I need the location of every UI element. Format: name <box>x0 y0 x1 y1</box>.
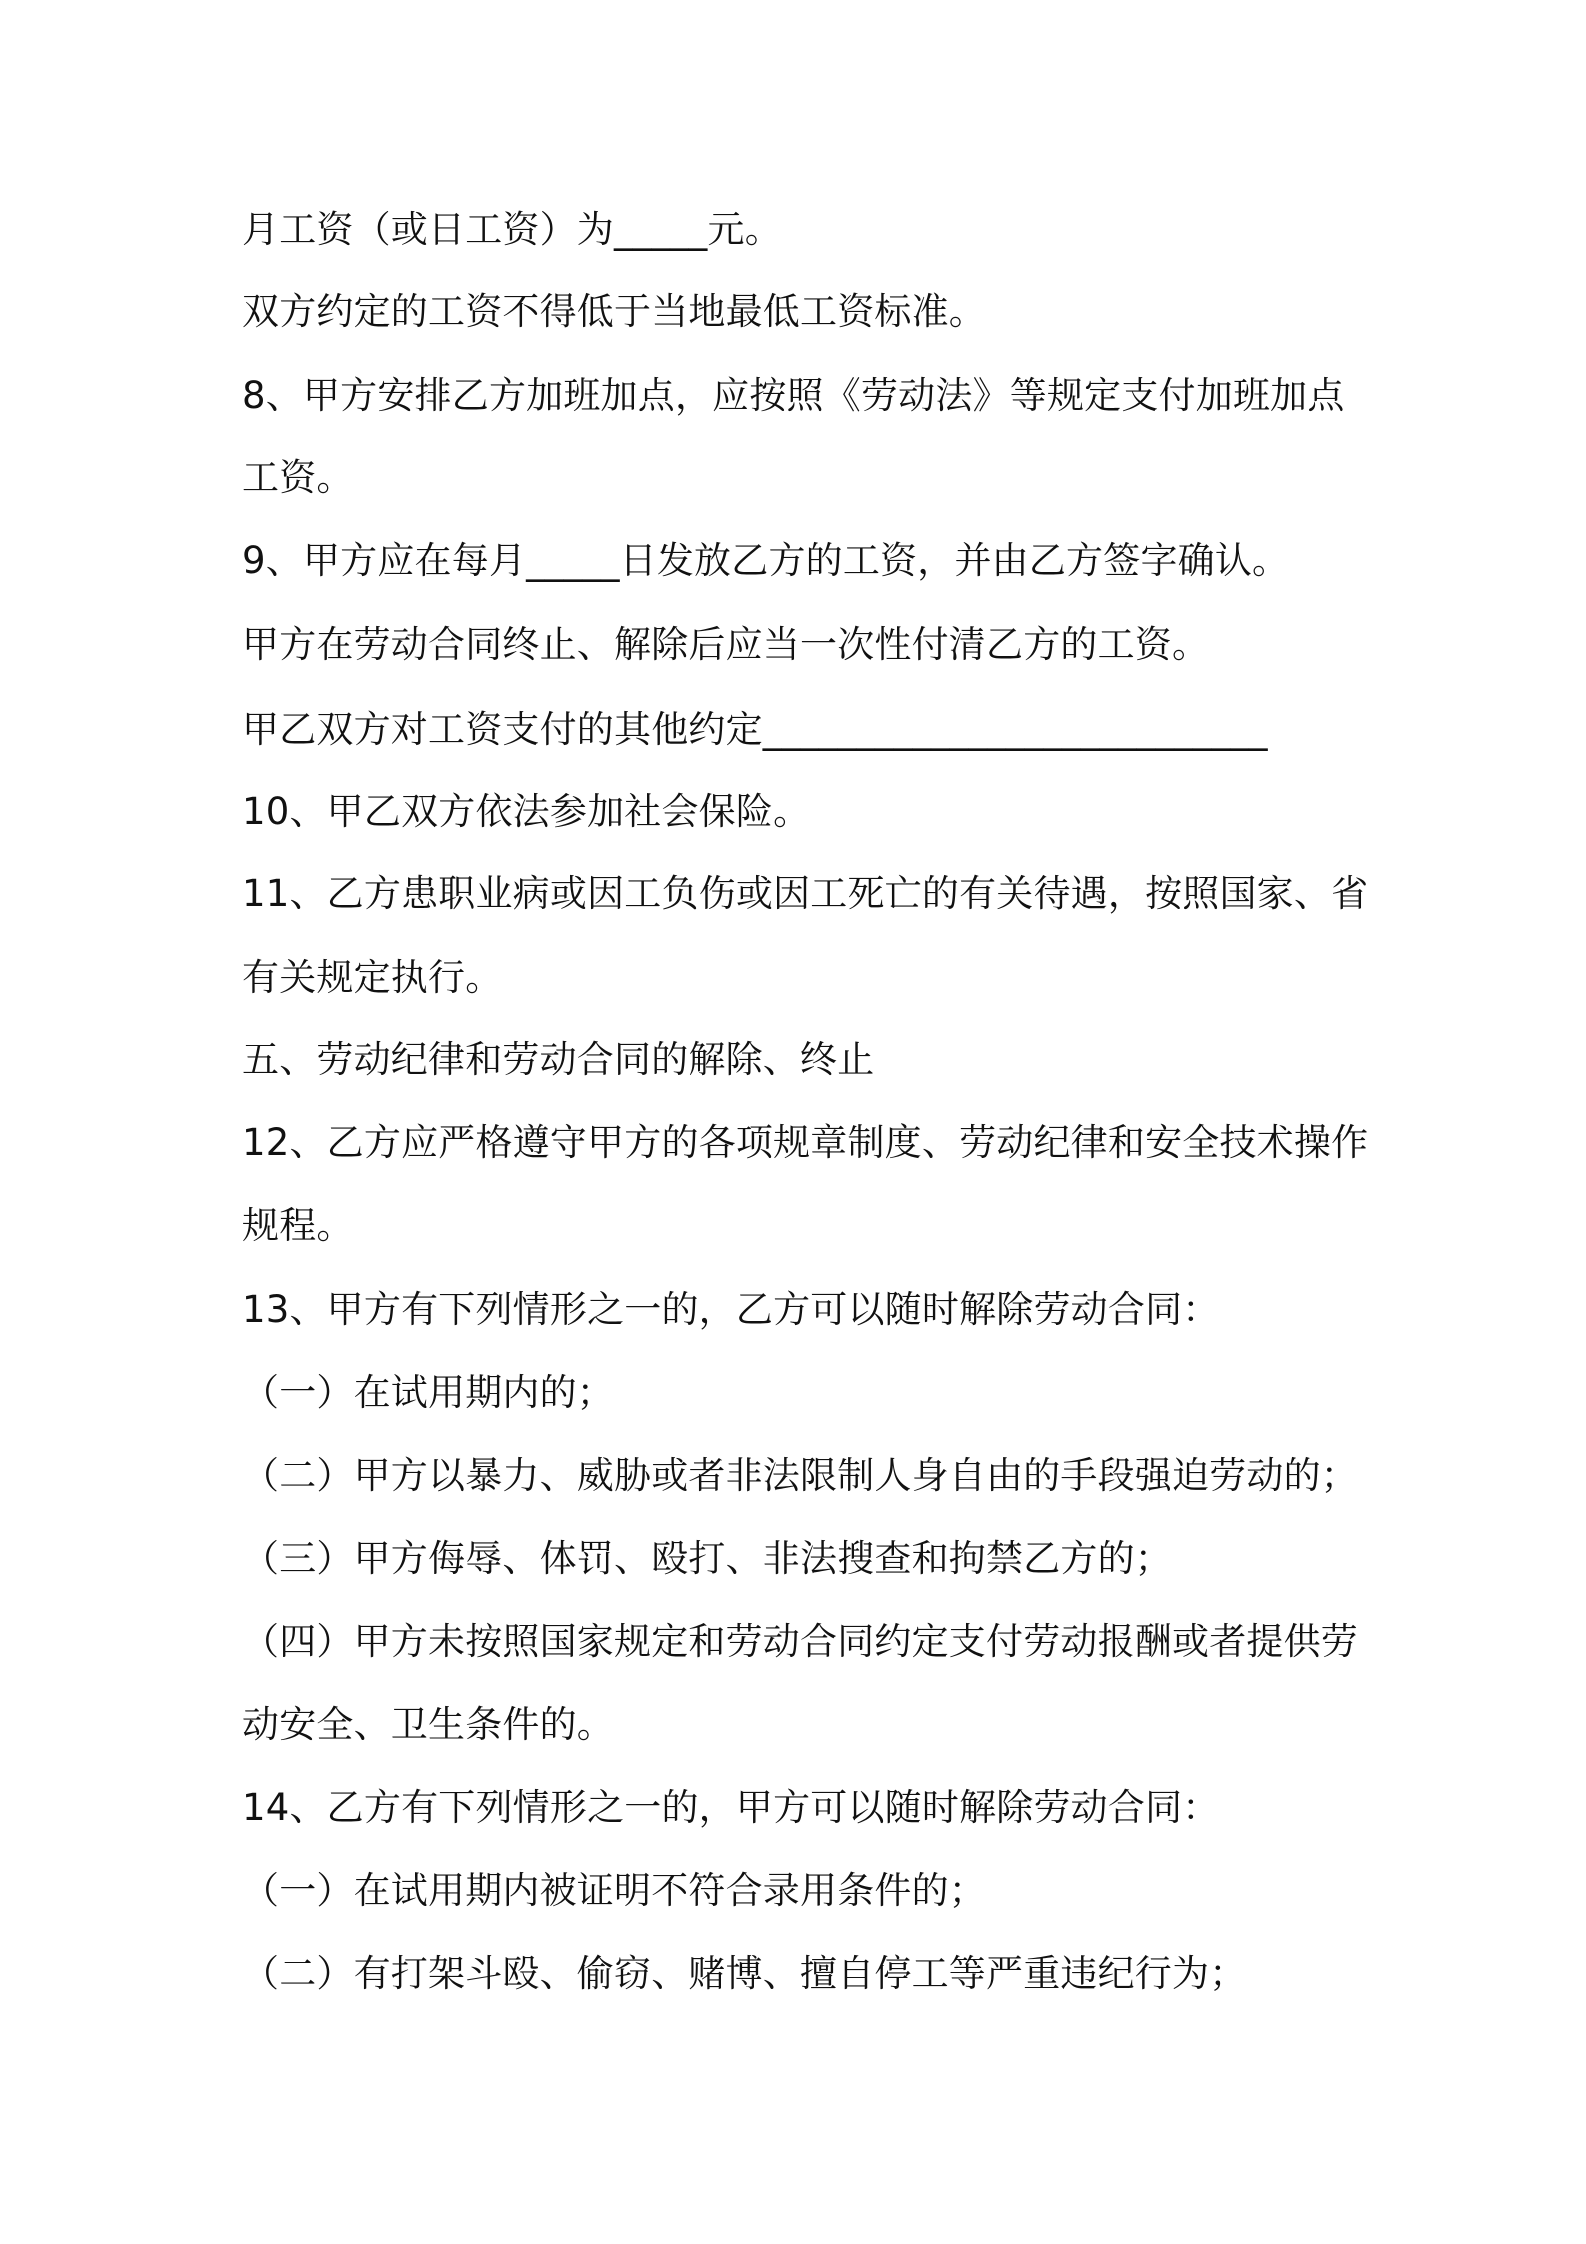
text-line-clause-13: 13、甲方有下列情形之一的，乙方可以随时解除劳动合同： <box>242 1288 1220 1331</box>
text-line-clause-13-item-4-cont: 动安全、卫生条件的。 <box>242 1703 614 1746</box>
text-line-clause-11-cont: 有关规定执行。 <box>242 956 503 999</box>
text-line-clause-14: 14、乙方有下列情形之一的，甲方可以随时解除劳动合同： <box>242 1786 1220 1829</box>
text-line-other-agreement: 甲乙双方对工资支付的其他约定___________________________ <box>242 708 1268 751</box>
text-line-final-wage: 甲方在劳动合同终止、解除后应当一次性付清乙方的工资。 <box>242 623 1210 666</box>
text-line-clause-9: 9、甲方应在每月_____日发放乙方的工资，并由乙方签字确认。 <box>242 539 1290 582</box>
text-line-wage-amount: 月工资（或日工资）为_____元。 <box>242 208 782 251</box>
text-line-clause-10: 10、甲乙双方依法参加社会保险。 <box>242 790 811 833</box>
text-line-clause-12: 12、乙方应严格遵守甲方的各项规章制度、劳动纪律和安全技术操作 <box>242 1121 1369 1164</box>
section-heading-five: 五、劳动纪律和劳动合同的解除、终止 <box>242 1038 875 1081</box>
text-line-clause-8-cont: 工资。 <box>242 456 354 499</box>
text-line-clause-13-item-3: （三）甲方侮辱、体罚、殴打、非法搜查和拘禁乙方的； <box>242 1537 1172 1580</box>
text-line-minimum-wage: 双方约定的工资不得低于当地最低工资标准。 <box>242 290 986 333</box>
text-line-clause-8: 8、甲方安排乙方加班加点，应按照《劳动法》等规定支付加班加点 <box>242 374 1345 417</box>
text-line-clause-13-item-4: （四）甲方未按照国家规定和劳动合同约定支付劳动报酬或者提供劳 <box>242 1620 1358 1663</box>
text-line-clause-14-item-2: （二）有打架斗殴、偷窃、赌博、擅自停工等严重违纪行为； <box>242 1952 1247 1995</box>
text-line-clause-12-cont: 规程。 <box>242 1204 354 1247</box>
text-line-clause-11: 11、乙方患职业病或因工负伤或因工死亡的有关待遇，按照国家、省 <box>242 872 1369 915</box>
text-line-clause-14-item-1: （一）在试用期内被证明不符合录用条件的； <box>242 1869 986 1912</box>
text-line-clause-13-item-1: （一）在试用期内的； <box>242 1371 614 1414</box>
text-line-clause-13-item-2: （二）甲方以暴力、威胁或者非法限制人身自由的手段强迫劳动的； <box>242 1454 1358 1497</box>
